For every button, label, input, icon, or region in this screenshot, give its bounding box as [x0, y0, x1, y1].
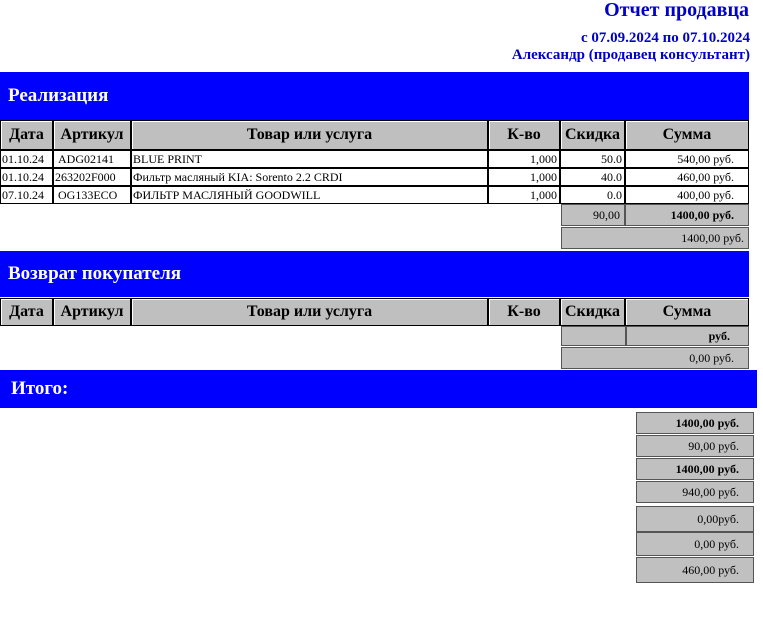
sales-row-amount-currency: руб. [713, 169, 734, 184]
sales-row-amount-value: 460,00 [677, 169, 711, 184]
sales-col-discount: Скидка [560, 120, 625, 150]
sales-total-discount: 90,00 [561, 204, 625, 226]
summary-value-paid-total: 1400,00 руб. [636, 458, 754, 480]
sales-row-amount-currency: руб. [713, 187, 734, 202]
summary-value-cashless: 0,00руб. [636, 506, 754, 532]
returns-paid-amount: 0,00 руб. [561, 347, 749, 369]
returns-section-title: Возврат покупателя [8, 263, 182, 284]
returns-col-amount: Сумма [625, 298, 749, 326]
sales-row-discount: 40.0 [560, 168, 625, 186]
sales-row-discount: 0.0 [560, 186, 625, 204]
sales-paid-value: 1400,00 [681, 230, 721, 245]
sales-row-date: 01.10.24 [0, 150, 53, 168]
sales-row-date: 01.10.24 [0, 168, 53, 186]
sales-section-header [0, 72, 749, 120]
summary-value-total-goods: 1400,00 руб. [636, 412, 754, 434]
sales-col-amount: Сумма [625, 120, 749, 150]
summary-value-points: 0,00 руб. [636, 532, 754, 556]
sales-row-amount [625, 150, 749, 168]
report-period: с 07.09.2024 по 07.10.2024 [580, 30, 750, 46]
sales-col-qty: К-во [488, 120, 560, 150]
returns-col-item: Товар или услуга [131, 298, 488, 326]
summary-section-header [0, 370, 757, 408]
sales-paid-currency: руб. [723, 230, 744, 245]
sales-row-qty: 1,000 [488, 186, 560, 204]
sales-row-amount-value: 540,00 [677, 151, 711, 166]
summary-value-discount: 90,00 руб. [636, 435, 754, 457]
sales-section-title: Реализация [8, 85, 109, 106]
sales-row-date: 07.10.24 [0, 186, 53, 204]
returns-col-qty: К-во [488, 298, 560, 326]
sales-col-date: Дата [0, 120, 53, 150]
sales-col-sku: Артикул [53, 120, 131, 150]
sales-row-amount-value: 400,00 [677, 187, 711, 202]
returns-total-discount [561, 326, 626, 346]
sales-row-item: ФИЛЬТР МАСЛЯНЫЙ GOODWILL [131, 186, 488, 204]
sales-row-sku: 263202F000 [53, 168, 131, 186]
sales-row-amount [625, 168, 749, 186]
sales-row-amount-currency: руб. [713, 151, 734, 166]
sales-row-amount [625, 186, 749, 204]
returns-section-header [0, 251, 749, 297]
sales-row-qty: 1,000 [488, 168, 560, 186]
seller-name: Александр (продавец консультант) [511, 47, 750, 63]
sales-row-qty: 1,000 [488, 150, 560, 168]
sales-total-amount: 1400,00 руб. [625, 204, 749, 226]
summary-value-card: 460,00 руб. [636, 557, 754, 583]
sales-paid-amount [561, 227, 749, 249]
returns-col-date: Дата [0, 298, 53, 326]
sales-row-sku: ADG02141 [53, 150, 131, 168]
sales-row-item: Фильтр масляный KIA: Sorento 2.2 CRDI [131, 168, 488, 186]
summary-section-title: Итого: [11, 378, 69, 399]
sales-col-item: Товар или услуга [131, 120, 488, 150]
summary-value-cash: 940,00 руб. [636, 481, 754, 503]
returns-col-discount: Скидка [560, 298, 625, 326]
report-title: Отчет продавца [604, 0, 749, 21]
returns-col-sku: Артикул [53, 298, 131, 326]
sales-row-discount: 50.0 [560, 150, 625, 168]
returns-total-amount: руб. [626, 326, 749, 346]
sales-row-sku: OG133ECO [53, 186, 131, 204]
sales-row-item: BLUE PRINT [131, 150, 488, 168]
